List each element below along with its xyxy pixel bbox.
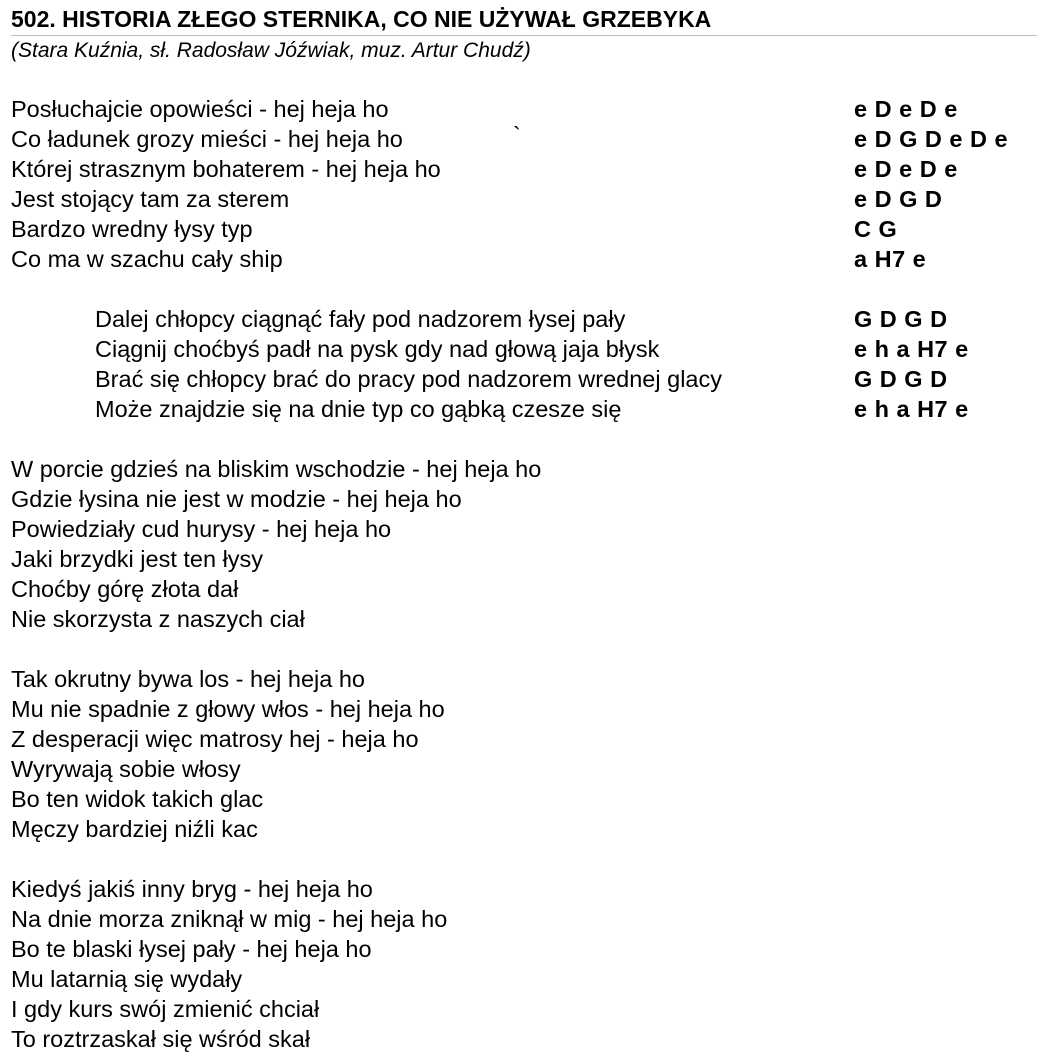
chord-sequence: G D G D — [854, 306, 948, 332]
lyric-line — [11, 964, 1031, 994]
lyric-text: Mu nie spadnie z głowy włos - hej heja ho — [11, 696, 445, 722]
lyric-text: Męczy bardziej niźli kac — [11, 816, 258, 842]
lyric-text: Nie skorzysta z naszych ciał — [11, 606, 305, 632]
lyric-text: Gdzie łysina nie jest w modzie - hej heja ho — [11, 486, 462, 512]
lyric-line — [11, 604, 1031, 634]
lyric-text: Co ma w szachu cały ship — [11, 246, 283, 272]
lyric-text: Posłuchajcie opowieści - hej heja ho — [11, 96, 389, 122]
lyric-text: Na dnie morza zniknął w mig - hej heja ho — [11, 906, 448, 932]
lyric-line — [11, 694, 1031, 724]
chord-sequence: e D e D e — [854, 156, 958, 182]
stanza-gap — [11, 424, 1031, 454]
lyric-text: Brać się chłopcy brać do pracy pod nadzorem wrednej glacy — [95, 366, 722, 392]
lyric-text: Kiedyś jakiś inny bryg - hej heja ho — [11, 876, 373, 902]
lyric-line — [11, 724, 1031, 754]
lyric-line — [11, 124, 1031, 154]
chorus-line — [11, 364, 1031, 394]
song-lyrics — [11, 94, 1031, 1054]
lyric-line — [11, 184, 1031, 214]
lyric-text: Powiedziały cud hurysy - hej heja ho — [11, 516, 392, 542]
lyric-line — [11, 214, 1031, 244]
stray-mark: ` — [513, 122, 521, 148]
chord-sequence: e D G D — [854, 186, 943, 212]
lyric-text: Bardzo wredny łysy typ — [11, 216, 253, 242]
lyric-line — [11, 994, 1031, 1024]
lyric-text: To roztrzaskał się wśród skał — [11, 1026, 311, 1052]
song-title: 502. HISTORIA ZŁEGO STERNIKA, CO NIE UŻYWAŁ GRZEBYKA — [11, 6, 712, 32]
lyric-line — [11, 94, 1031, 124]
lyric-text: Bo te blaski łysej pały - hej heja ho — [11, 936, 372, 962]
chord-sequence: e D e D e — [854, 96, 958, 122]
chorus-line — [11, 394, 1031, 424]
lyric-text: Wyrywają sobie włosy — [11, 756, 241, 782]
lyric-text: Co ładunek grozy mieści - hej heja ho — [11, 126, 403, 152]
lyric-text: Może znajdzie się na dnie typ co gąbką czesze się — [95, 396, 622, 422]
chord-sequence: e h a H7 e — [854, 396, 969, 422]
lyric-text: Ciągnij choćbyś padł na pysk gdy nad głową jaja błysk — [95, 336, 660, 362]
title-divider — [11, 35, 1037, 36]
lyric-line — [11, 904, 1031, 934]
lyric-line — [11, 664, 1031, 694]
chord-sequence: e D G D e D e — [854, 126, 1009, 152]
lyric-line — [11, 1024, 1031, 1054]
chorus-line — [11, 334, 1031, 364]
lyric-text: W porcie gdzieś na bliskim wschodzie - hej heja ho — [11, 456, 542, 482]
chord-sequence: C G — [854, 216, 898, 242]
lyric-text: Tak okrutny bywa los - hej heja ho — [11, 666, 365, 692]
lyric-line — [11, 754, 1031, 784]
chord-sequence: G D G D — [854, 366, 948, 392]
lyric-text: Której strasznym bohaterem - hej heja ho — [11, 156, 441, 182]
stanza-gap — [11, 844, 1031, 874]
chorus-line — [11, 304, 1031, 334]
lyric-line — [11, 484, 1031, 514]
stanza-gap — [11, 274, 1031, 304]
lyric-line — [11, 244, 1031, 274]
lyric-line — [11, 784, 1031, 814]
lyric-line — [11, 154, 1031, 184]
lyric-text: Mu latarnią się wydały — [11, 966, 243, 992]
lyric-line — [11, 934, 1031, 964]
song-credits: (Stara Kuźnia, sł. Radosław Jóźwiak, muz. Artur Chudź) — [11, 39, 531, 62]
chord-sequence: e h a H7 e — [854, 336, 969, 362]
lyric-line — [11, 574, 1031, 604]
lyric-line — [11, 454, 1031, 484]
lyric-line — [11, 544, 1031, 574]
lyric-line — [11, 514, 1031, 544]
lyric-text: Dalej chłopcy ciągnąć fały pod nadzorem łysej pały — [95, 306, 626, 332]
lyric-text: Choćby górę złota dał — [11, 576, 239, 602]
lyric-text: Bo ten widok takich glac — [11, 786, 264, 812]
lyric-text: Z desperacji więc matrosy hej - heja ho — [11, 726, 419, 752]
lyric-text: Jest stojący tam za sterem — [11, 186, 290, 212]
lyric-text: I gdy kurs swój zmienić chciał — [11, 996, 320, 1022]
chord-sequence: a H7 e — [854, 246, 927, 272]
lyric-line — [11, 874, 1031, 904]
stanza-gap — [11, 634, 1031, 664]
lyric-line — [11, 814, 1031, 844]
lyric-text: Jaki brzydki jest ten łysy — [11, 546, 264, 572]
